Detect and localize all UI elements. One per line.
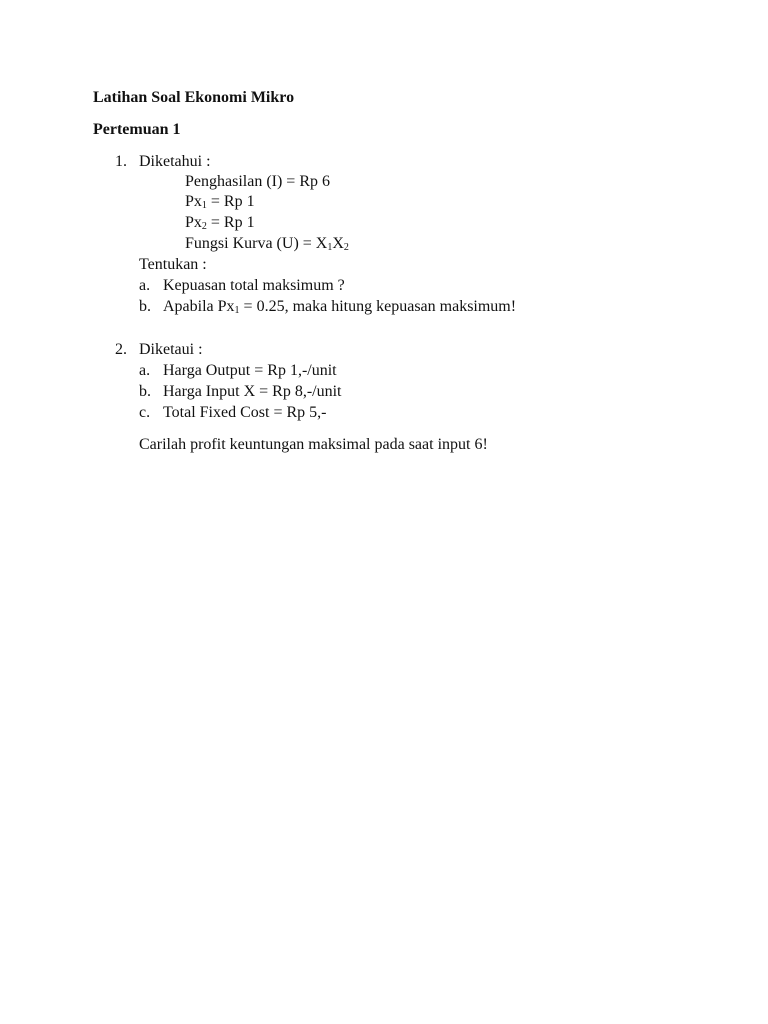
px1-subscript: 1 — [201, 200, 207, 211]
q2-intro: Diketaui : — [139, 341, 203, 358]
q1-ask: Tentukan : — [139, 256, 207, 273]
q1-item-b — [163, 297, 516, 321]
q1-item-b-mark: b. — [139, 298, 151, 315]
q1-b-subscript: 1 — [234, 305, 240, 316]
utility-sub1: 1 — [327, 242, 333, 253]
q2-item-a-mark: a. — [139, 362, 151, 379]
q2-item-c: Total Fixed Cost = Rp 5,- — [163, 404, 327, 421]
utility-sub2: 2 — [343, 242, 349, 253]
q1-given-income: Penghasilan (I) = Rp 6 — [185, 173, 330, 190]
q1-given-utility — [185, 234, 349, 258]
section-heading: Pertemuan 1 — [93, 121, 181, 138]
px1-value: = Rp 1 — [206, 193, 255, 210]
q1-b-post: = 0.25, maka hitung kepuasan maksimum! — [239, 298, 517, 315]
px2-value: = Rp 1 — [206, 214, 255, 231]
q2-task: Carilah profit keuntungan maksimal pada saat input 6! — [139, 436, 488, 453]
document-title: Latihan Soal Ekonomi Mikro — [93, 89, 295, 106]
q1-intro: Diketahui : — [139, 153, 211, 170]
px2-label: Px — [185, 214, 202, 231]
px1-label: Px — [185, 193, 202, 210]
q2-item-b: Harga Input X = Rp 8,-/unit — [163, 383, 342, 400]
q1-number: 1. — [115, 153, 127, 170]
q1-item-a-mark: a. — [139, 277, 151, 294]
utility-x2: X — [332, 235, 344, 252]
utility-label: Fungsi Kurva (U) = X — [185, 235, 328, 252]
q2-number: 2. — [115, 341, 127, 358]
px2-subscript: 2 — [201, 221, 207, 232]
q2-item-a: Harga Output = Rp 1,-/unit — [163, 362, 337, 379]
q1-b-pre: Apabila Px — [163, 298, 235, 315]
q2-item-b-mark: b. — [139, 383, 151, 400]
q2-item-c-mark: c. — [139, 404, 151, 421]
q1-item-a: Kepuasan total maksimum ? — [163, 277, 345, 294]
